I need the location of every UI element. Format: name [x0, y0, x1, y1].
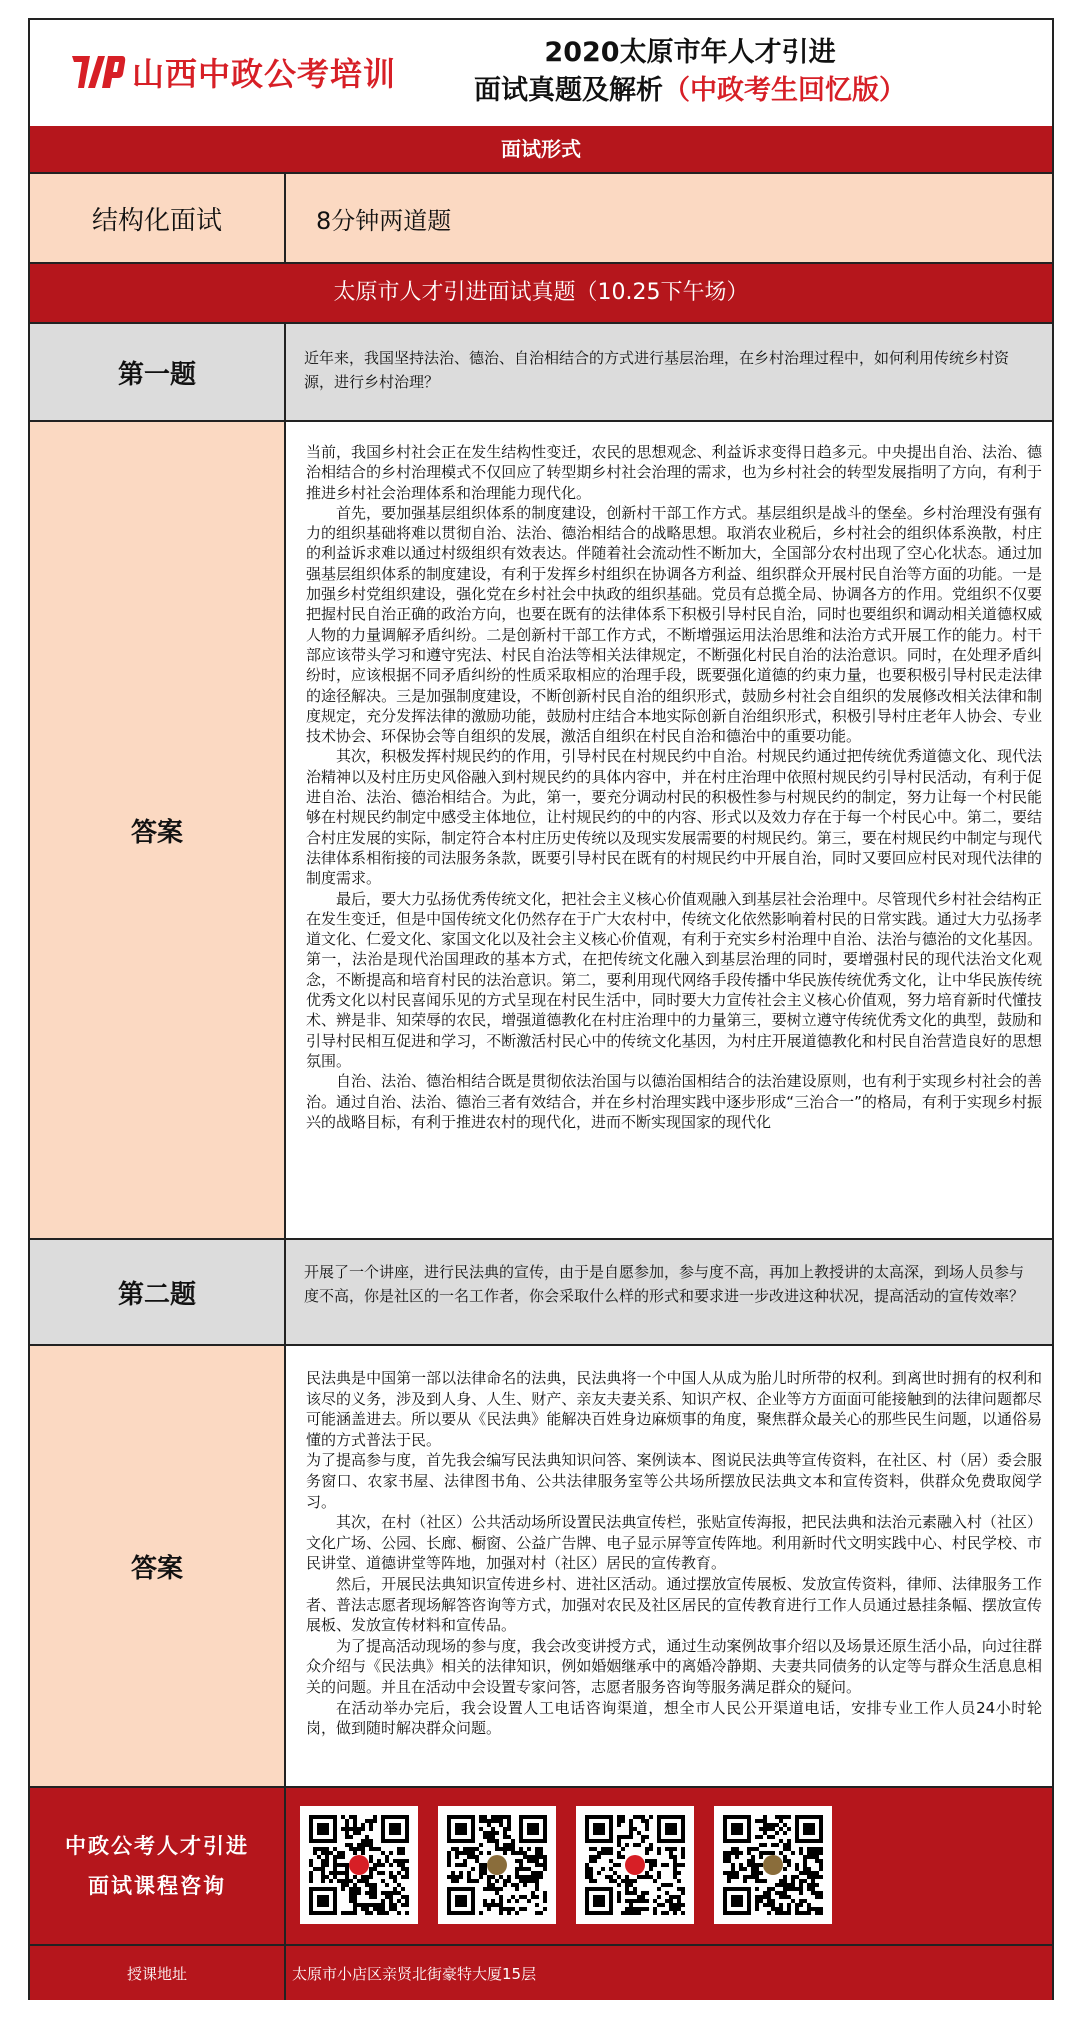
answer-2-row — [30, 1346, 1052, 1788]
title-line-2-text: 面试真题及解析 — [474, 75, 663, 106]
answer-1-label: 答案 — [30, 422, 286, 1238]
consult-line-2: 面试课程咨询 — [88, 1874, 226, 1898]
answer-1-paragraph: 自治、法治、德治相结合既是贯彻依法治国与以德治国相结合的法治建设原则，也有利于实现乡村社会的善治。通过自治、法治、德治三者有效结合，并在乡村治理实践中逐步形成“三治合一”的格局，有利于实现乡村振兴的战略目标，有利于推进农村的现代化，进而不断实现国家的现代化 — [306, 1072, 1042, 1131]
answer-1-row — [30, 422, 1052, 1240]
address-row — [30, 1946, 1052, 2000]
answer-2-cell — [286, 1346, 1052, 1786]
answer-1-paragraph: 其次，积极发挥村规民约的作用，引导村民在村规民约中自治。村规民约通过把传统优秀道德文化、现代法治精神以及村庄历史风俗融入到村规民约的具体内容中，并在村庄治理中依照村规民约引导村民活动，有利于促进自治、法治、德治相结合。为此，第一，要充分调动村民的积极性参与村规民约的制定，努力让每一个村民能够在村规民约制定中感受主体地位，让村规民约的中的内容、形式以及效力存在于每一个村民心中。第二，要结合村庄发展的实际，制定符合本村庄历史传统以及现实发展需要的村规民约。第三，要在村规民约中制定与现代法律体系相衔接的司法服务条款，既要引导村民在既有的村规民约中开展自治，同时又要回应村民对现代法律的制度需求。 — [306, 747, 1042, 888]
format-type-value: 8分钟两道题 — [316, 206, 452, 235]
question-2-row — [30, 1240, 1052, 1346]
question-1-cell — [286, 324, 1052, 420]
question-2-text: 开展了一个讲座，进行民法典的宣传，由于是自愿参加，参与度不高，再加上教授讲的太高深，到场人员参与度不高，你是社区的一名工作者，你会采取什么样的形式和要求进一步改进这种状况，提高活动的宣传效率？ — [304, 1263, 1025, 1305]
consult-text — [65, 1826, 249, 1906]
brand-logo — [68, 46, 396, 98]
logo-icon — [68, 48, 126, 96]
header — [30, 20, 1052, 128]
question-1-text: 近年来，我国坚持法治、德治、自治相结合的方式进行基层治理，在乡村治理过程中，如何利用传统乡村资源，进行乡村治理？ — [304, 349, 1010, 391]
title-line-1: 2020太原市年人才引进 — [544, 37, 836, 68]
title-line-2-highlight: （中政考生回忆版） — [663, 75, 906, 106]
answer-2-text — [286, 1346, 1052, 1739]
answer-1-text — [286, 422, 1052, 1132]
address-value: 太原市小店区亲贤北街豪特大厦15层 — [292, 1964, 537, 1983]
title-line-2 — [470, 72, 910, 110]
answer-2-label: 答案 — [30, 1346, 286, 1786]
qr-code-icon[interactable] — [576, 1806, 694, 1924]
qr-codes — [286, 1788, 1052, 1944]
consult-line-1: 中政公考人才引进 — [65, 1834, 249, 1858]
page-title — [470, 34, 910, 110]
brand-name: 山西中政公考培训 — [132, 55, 397, 93]
answer-1-cell — [286, 422, 1052, 1238]
answer-1-paragraph: 首先，要加强基层组织体系的制度建设，创新村干部工作方式。基层组织是战斗的堡垒。乡村治理没有强有力的组织基础将难以贯彻自治、法治、德治相结合的战略思想。取消农业税后，乡村社会的组织体系涣散，村庄的利益诉求难以通过村级组织有效表达。伴随着社会流动性不断加大，全国部分农村出现了空心化状态。通过加强基层组织体系的制度建设，有利于发挥乡村组织在协调各方利益、组织群众开展村民自治等方面的功能。一是加强乡村党组织建设，强化党在乡村社会中执政的组织基础。党员有总揽全局、协调各方的作用。党组织不仅要把握村民自治正确的政治方向，也要在既有的法律体系下积极引导村民自治，同时也要组织和调动相关道德权威人物的力量调解矛盾纠纷。二是创新村干部工作方式，不断增强运用法治思维和法治方式开展工作的能力。村干部应该带头学习和遵守宪法、村民自治法等相关法律规定，不断强化村民自治的法治意识。同时，在处理矛盾纠纷时，应该根据不同矛盾纠纷的性质采取相应的治理手段，既要强化道德的约束力量，也要积极引导村民走法律的途径解决。三是加强制度建设，不断创新村民自治的组织形式，鼓励乡村社会自组织的发展修改相关法律和制度规定，充分发挥法律的激励功能，鼓励村庄结合本地实际创新自治组织形式，积极引导村庄老年人协会、专业技术协会、环保协会等自组织的发展，激活自组织在村民自治和德治中的重要功能。 — [306, 503, 1042, 746]
answer-2-paragraph: 民法典是中国第一部以法律命名的法典，民法典将一个中国人从成为胎儿时所带的权利。到离世时拥有的权利和该尽的义务，涉及到人身、人生、财产、亲友夫妻关系、知识产权、企业等方方面面可能接触到的法律问题都尽可能涵盖进去。所以要从《民法典》能解决百姓身边麻烦事的角度，聚焦群众最关心的那些民生问题，以通俗易懂的方式普法于民。 — [306, 1369, 1042, 1449]
answer-2-paragraph: 在活动举办完后，我会设置人工电话咨询渠道，想全市人民公开渠道电话，安排专业工作人员24小时轮岗，做到随时解决群众问题。 — [306, 1698, 1042, 1738]
answer-1-paragraph: 最后，要大力弘扬优秀传统文化，把社会主义核心价值观融入到基层社会治理中。尽管现代乡村社会结构正在发生变迁，但是中国传统文化仍然存在于广大农村中，传统文化依然影响着村民的日常实践。通过大力弘扬孝道文化、仁爱文化、家国文化以及社会主义核心价值观，有利于充实乡村治理中自治、法治与德治的文化基因。第一，法治是现代治国理政的基本方式，在把传统文化融入到基层治理的同时，要增强村民的现代法治文化观念，不断提高和培育村民的法治意识。第二，要利用现代网络手段传播中华民族传统优秀文化，让中华民族传统优秀文化以村民喜闻乐见的方式呈现在村民生活中，同时要大力宣传社会主义核心价值观，努力培育新时代懂技术、辨是非、知荣辱的农民，增强道德教化在村庄治理中的力量第三，要树立遵守传统优秀文化的典型，鼓励和引导村民相互促进和学习，不断激活村民心中的传统文化基因，为村庄开展道德教化和村民自治营造良好的思想氛围。 — [306, 889, 1042, 1070]
answer-2-paragraph: 为了提高参与度，首先我会编写民法典知识问答、案例读本、图说民法典等宣传资料，在社区、村（居）委会服务窗口、农家书屋、法律图书角、公共法律服务室等公共场所摆放民法典文本和宣传资料，供群众免费取阅学习。 — [306, 1451, 1042, 1511]
address-label: 授课地址 — [30, 1946, 286, 2000]
consult-label — [30, 1788, 286, 1944]
answer-1-paragraph: 当前，我国乡村社会正在发生结构性变迁，农民的思想观念、利益诉求变得日趋多元。中央提出自治、法治、德治相结合的乡村治理模式不仅回应了转型期乡村社会治理的需求，也为乡村社会的转型发展指明了方向，有利于推进乡村社会治理体系和治理能力现代化。 — [306, 443, 1042, 502]
answer-2-paragraph: 为了提高活动现场的参与度，我会改变讲授方式，通过生动案例故事介绍以及场景还原生活小品，向过往群众介绍与《民法典》相关的法律知识，例如婚姻继承中的离婚冷静期、夫妻共同债务的认定等与群众生活息息相关的问题。并且在活动中会设置专家问答，志愿者服务咨询等服务满足群众的疑问。 — [306, 1636, 1042, 1696]
document — [28, 18, 1054, 2000]
question-1-label: 第一题 — [30, 324, 286, 420]
qr-code-icon[interactable] — [300, 1806, 418, 1924]
qr-code-icon[interactable] — [714, 1806, 832, 1924]
exam-title: 太原市人才引进面试真题（10.25下午场） — [30, 264, 1052, 324]
format-type-label: 结构化面试 — [30, 174, 286, 262]
question-1-row — [30, 324, 1052, 422]
format-row — [30, 174, 1052, 264]
section-title-format: 面试形式 — [30, 126, 1052, 174]
consult-row — [30, 1788, 1052, 1946]
answer-2-paragraph: 其次，在村（社区）公共活动场所设置民法典宣传栏，张贴宣传海报，把民法典和法治元素融入村（社区）文化广场、公园、长廊、橱窗、公益广告牌、电子显示屏等宣传阵地。利用新时代文明实践中心、村民学校、市民讲堂、道德讲堂等阵地，加强对村（社区）居民的宣传教育。 — [306, 1513, 1042, 1573]
question-2-cell — [286, 1240, 1052, 1344]
qr-code-icon[interactable] — [438, 1806, 556, 1924]
question-2-label: 第二题 — [30, 1240, 286, 1344]
answer-2-paragraph: 然后，开展民法典知识宣传进乡村、进社区活动。通过摆放宣传展板、发放宣传资料，律师、法律服务工作者、普法志愿者现场解答咨询等方式，加强对农民及社区居民的宣传教育进行工作人员通过悬挂条幅、摆放宣传展板、发放宣传材料和宣传品。 — [306, 1574, 1042, 1635]
